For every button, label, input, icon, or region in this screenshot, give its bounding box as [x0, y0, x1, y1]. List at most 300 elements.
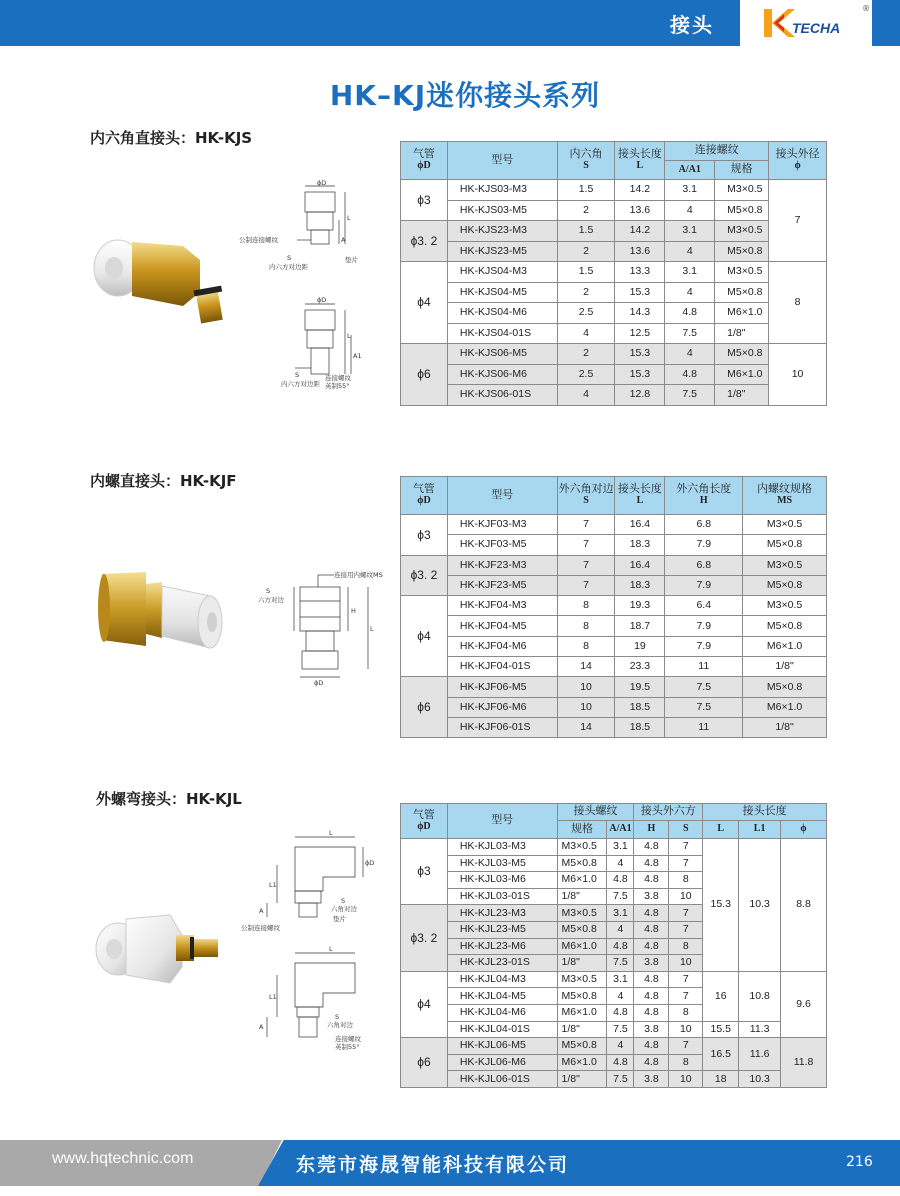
- outer-diameter-cell: 7: [769, 180, 827, 262]
- table-cell: 10: [669, 888, 703, 905]
- table-cell: M5×0.8: [557, 988, 607, 1005]
- table-cell: HK-KJL06-M5: [447, 1038, 557, 1055]
- footer: [0, 1140, 900, 1186]
- outer-diameter-cell: 8: [769, 262, 827, 344]
- table-cell: 4.8: [634, 1054, 669, 1071]
- table-cell: M3×0.5: [557, 905, 607, 922]
- table-cell: M3×0.5: [743, 515, 827, 535]
- table-row: [401, 636, 827, 656]
- table-cell: 7: [669, 988, 703, 1005]
- table-cell: 14.2: [615, 221, 665, 242]
- table-cell: 18.3: [615, 535, 665, 555]
- kjl-label-thread: 公制连接螺纹: [241, 924, 280, 932]
- table-cell: 3.8: [634, 1021, 669, 1038]
- table-row: [401, 535, 827, 555]
- table-cell: 8: [669, 1004, 703, 1021]
- table-cell: 1.5: [557, 262, 615, 283]
- table-cell: 3.1: [665, 221, 715, 242]
- table-cell: 23.3: [615, 657, 665, 677]
- table-cell: 1/8": [557, 1021, 607, 1038]
- table-cell: 4: [607, 921, 634, 938]
- kjs-dim-l: L: [347, 214, 351, 222]
- kjs-label-hex: 内六方对边距: [269, 263, 308, 271]
- table-cell: HK-KJS04-M5: [447, 282, 557, 303]
- table-cell: HK-KJL06-01S: [447, 1071, 557, 1088]
- table-cell: 18.5: [615, 717, 665, 737]
- kjs-head-thread: 连接螺纹: [665, 142, 769, 161]
- table-cell: M5×0.8: [715, 241, 769, 262]
- kjf-table-body: [401, 515, 827, 738]
- table-row: [401, 262, 827, 283]
- length-cell: 18: [703, 1071, 739, 1088]
- table-cell: 7.5: [607, 1071, 634, 1088]
- table-cell: 19: [615, 636, 665, 656]
- table-cell: 7.9: [665, 535, 743, 555]
- table-cell: HK-KJS06-M5: [447, 344, 557, 365]
- table-cell: 2.5: [557, 364, 615, 385]
- header-bar-end: [872, 0, 900, 46]
- table-row: [401, 616, 827, 636]
- kjf-head-d: 气管 ϕD: [401, 477, 448, 515]
- kjl-dim-a: A: [259, 907, 264, 915]
- table-cell: 4.8: [665, 303, 715, 324]
- kjs-product-photo: [88, 230, 238, 340]
- table-row: [401, 596, 827, 616]
- length-cell: 11.6: [739, 1038, 781, 1071]
- kjs-label-thread2: 连接螺纹: [325, 374, 351, 382]
- table-cell: 4.8: [607, 872, 634, 889]
- tube-diameter-cell: ϕ4: [401, 596, 448, 677]
- tube-diameter-cell: ϕ3. 2: [401, 555, 448, 596]
- table-cell: HK-KJF04-M3: [447, 596, 557, 616]
- table-cell: 2: [557, 241, 615, 262]
- kjf-dim-h: H: [351, 607, 356, 615]
- tube-diameter-cell: ϕ6: [401, 1038, 448, 1088]
- length-cell: 15.5: [703, 1021, 739, 1038]
- table-cell: 1/8": [715, 323, 769, 344]
- table-cell: M3×0.5: [715, 221, 769, 242]
- table-cell: M3×0.5: [557, 971, 607, 988]
- kjf-head-ms: 内螺纹规格 MS: [743, 477, 827, 515]
- kjf-head-model: 型号: [447, 477, 557, 515]
- kjl-head-thread: 接头螺纹: [557, 804, 634, 821]
- kjl-dim-l2: L: [329, 945, 333, 953]
- table-cell: 4.8: [634, 1038, 669, 1055]
- logo-wordmark: TECHA: [792, 20, 841, 36]
- table-cell: 8: [557, 636, 615, 656]
- table-cell: 2: [557, 200, 615, 221]
- table-cell: 4.8: [634, 1004, 669, 1021]
- table-cell: 4: [665, 241, 715, 262]
- table-cell: M5×0.8: [715, 344, 769, 365]
- kjf-product-photo: [92, 568, 242, 660]
- table-cell: HK-KJF23-M3: [447, 555, 557, 575]
- kjl-dim-l1-2: L1: [269, 993, 277, 1001]
- kjs-dim-d2: ϕD: [317, 296, 327, 304]
- table-cell: 7: [557, 555, 615, 575]
- kjs-dimension-diagram: [235, 180, 375, 400]
- table-cell: 1/8": [557, 955, 607, 972]
- table-cell: M3×0.5: [715, 180, 769, 201]
- table-cell: 7.5: [665, 677, 743, 697]
- table-cell: HK-KJF03-M5: [447, 535, 557, 555]
- table-row: [401, 575, 827, 595]
- table-cell: 15.3: [615, 344, 665, 365]
- kjs-dim-a: A: [341, 236, 346, 244]
- kjl-head-a: A/A1: [607, 821, 634, 839]
- kjl-label-thread2b: 英制55°: [335, 1043, 360, 1051]
- kjs-dim-l2: L: [347, 332, 351, 340]
- table-cell: HK-KJL23-M3: [447, 905, 557, 922]
- table-cell: 11: [665, 717, 743, 737]
- kjf-label-s: S: [266, 587, 271, 595]
- table-cell: M5×0.8: [557, 921, 607, 938]
- table-cell: M6×1.0: [715, 303, 769, 324]
- table-cell: 4: [665, 282, 715, 303]
- table-cell: HK-KJF03-M3: [447, 515, 557, 535]
- table-cell: 4.8: [634, 988, 669, 1005]
- kjl-product-photo: [90, 905, 240, 995]
- kjs-head-hex: 内六角 S: [557, 142, 615, 180]
- table-cell: 12.8: [615, 385, 665, 406]
- table-cell: 8: [669, 938, 703, 955]
- table-row: [401, 839, 827, 856]
- table-cell: HK-KJL06-M6: [447, 1054, 557, 1071]
- kjl-head-phi: ϕ: [781, 821, 827, 839]
- table-cell: 4.8: [634, 921, 669, 938]
- table-cell: 1/8": [743, 657, 827, 677]
- table-cell: 14: [557, 717, 615, 737]
- table-cell: 4.8: [607, 1054, 634, 1071]
- section-title-kjf: 内螺直接头：HK-KJF: [90, 472, 237, 490]
- table-row: [401, 1071, 827, 1088]
- kjs-head-model: 型号: [447, 142, 557, 180]
- kjs-table-body: [401, 180, 827, 406]
- table-row: [401, 323, 827, 344]
- kjf-label-ms: 连接用内螺纹MS: [334, 571, 383, 579]
- kjf-label-hex: 六方对边: [258, 596, 284, 604]
- table-row: [401, 221, 827, 242]
- table-cell: M3×0.5: [715, 262, 769, 283]
- table-cell: 4: [607, 988, 634, 1005]
- table-cell: HK-KJL23-M6: [447, 938, 557, 955]
- table-row: [401, 677, 827, 697]
- length-cell: 11.3: [739, 1021, 781, 1038]
- registered-mark: ®: [862, 4, 870, 13]
- kjl-spec-table: [400, 803, 827, 1088]
- tube-diameter-cell: ϕ3: [401, 515, 448, 556]
- table-row: [401, 697, 827, 717]
- outer-diameter-cell: 10: [769, 344, 827, 406]
- kjl-head-d: 气管 ϕD: [401, 804, 448, 839]
- length-cell: 15.3: [703, 839, 739, 972]
- table-cell: 12.5: [615, 323, 665, 344]
- tube-diameter-cell: ϕ4: [401, 262, 448, 344]
- table-cell: 7.5: [607, 1021, 634, 1038]
- table-cell: 15.3: [615, 282, 665, 303]
- page-number: 216: [846, 1154, 873, 1170]
- table-cell: HK-KJS04-01S: [447, 323, 557, 344]
- table-cell: HK-KJS03-M5: [447, 200, 557, 221]
- kjf-dim-l: L: [370, 625, 374, 633]
- table-cell: HK-KJS06-01S: [447, 385, 557, 406]
- table-cell: 10: [669, 955, 703, 972]
- table-cell: HK-KJF04-M6: [447, 636, 557, 656]
- table-cell: 4.8: [634, 839, 669, 856]
- table-cell: M6×1.0: [743, 636, 827, 656]
- table-cell: 7.5: [607, 955, 634, 972]
- kjs-dim-d: ϕD: [317, 180, 327, 187]
- table-cell: 7: [669, 839, 703, 856]
- table-cell: 3.8: [634, 1071, 669, 1088]
- kjl-label-s: S: [341, 897, 346, 905]
- brand-logo: [740, 0, 872, 46]
- page-title: HK–KJ迷你接头系列: [329, 79, 601, 112]
- table-cell: 3.8: [634, 888, 669, 905]
- table-cell: 8: [557, 616, 615, 636]
- kjs-label-s2: S: [295, 371, 300, 379]
- table-cell: HK-KJL04-M3: [447, 971, 557, 988]
- table-cell: 15.3: [615, 364, 665, 385]
- table-cell: 10: [669, 1021, 703, 1038]
- table-cell: 6.8: [665, 515, 743, 535]
- table-row: [401, 344, 827, 365]
- table-cell: 4: [557, 323, 615, 344]
- table-row: [401, 1038, 827, 1055]
- tube-diameter-cell: ϕ3. 2: [401, 905, 448, 971]
- table-cell: M6×1.0: [557, 872, 607, 889]
- kjl-head-l1: L1: [739, 821, 781, 839]
- table-cell: 7: [669, 971, 703, 988]
- kjf-head-hex: 外六角对边 S: [557, 477, 615, 515]
- table-cell: 6.8: [665, 555, 743, 575]
- kjl-head-spec: 规格: [557, 821, 607, 839]
- table-cell: 4.8: [634, 938, 669, 955]
- kjs-label-hex2: 内六方对边距: [281, 380, 320, 388]
- table-row: [401, 385, 827, 406]
- table-cell: 3.1: [607, 905, 634, 922]
- table-cell: M5×0.8: [743, 575, 827, 595]
- kjl-head-l: L: [703, 821, 739, 839]
- table-cell: 7: [669, 905, 703, 922]
- table-cell: M3×0.5: [743, 596, 827, 616]
- kjs-head-spec: 规格: [715, 161, 769, 180]
- tube-diameter-cell: ϕ6: [401, 344, 448, 406]
- table-cell: M6×1.0: [743, 697, 827, 717]
- table-cell: M3×0.5: [557, 839, 607, 856]
- table-row: [401, 303, 827, 324]
- section-title-kjs: 内六角直接头：HK-KJS: [90, 129, 253, 147]
- table-cell: 7: [669, 921, 703, 938]
- table-cell: HK-KJF06-M5: [447, 677, 557, 697]
- kjs-head-a: A/A1: [665, 161, 715, 180]
- kjs-head-d: 气管 ϕD: [401, 142, 448, 180]
- kjl-head-h: H: [634, 821, 669, 839]
- kjs-spec-table: [400, 141, 827, 406]
- length-cell: 10.3: [739, 1071, 781, 1088]
- table-cell: 4: [665, 200, 715, 221]
- table-cell: 1.5: [557, 180, 615, 201]
- tube-diameter-cell: ϕ3: [401, 839, 448, 905]
- kjl-dimension-diagram: [235, 825, 385, 1055]
- table-cell: 16.4: [615, 515, 665, 535]
- kjl-head-hex: 接头外六方: [634, 804, 703, 821]
- table-cell: 7.5: [607, 888, 634, 905]
- table-cell: 7.5: [665, 323, 715, 344]
- table-cell: 4.8: [634, 971, 669, 988]
- kjl-dim-d: ϕD: [365, 859, 375, 867]
- kjl-label-thread2: 连接螺纹: [335, 1035, 361, 1043]
- section-title-kjl: 外螺弯接头：HK-KJL: [96, 790, 242, 808]
- table-row: [401, 717, 827, 737]
- length-cell: 16: [703, 971, 739, 1021]
- kjl-table-body: [401, 839, 827, 1088]
- k-logo-icon: [762, 6, 796, 40]
- table-cell: 19.3: [615, 596, 665, 616]
- table-cell: 1.5: [557, 221, 615, 242]
- table-cell: 7: [557, 515, 615, 535]
- table-cell: HK-KJF23-M5: [447, 575, 557, 595]
- table-row: [401, 657, 827, 677]
- kjf-dimension-diagram: [250, 565, 390, 695]
- table-cell: 6.4: [665, 596, 743, 616]
- table-cell: 2.5: [557, 303, 615, 324]
- table-cell: 4.8: [607, 1004, 634, 1021]
- table-cell: M5×0.8: [557, 1038, 607, 1055]
- table-cell: M5×0.8: [715, 282, 769, 303]
- tube-diameter-cell: ϕ4: [401, 971, 448, 1037]
- length-cell: 9.6: [781, 971, 827, 1037]
- table-cell: 4.8: [634, 872, 669, 889]
- kjs-label-thread2b: 英制55°: [325, 382, 350, 390]
- tube-diameter-cell: ϕ6: [401, 677, 448, 738]
- table-cell: HK-KJL04-01S: [447, 1021, 557, 1038]
- kjf-head-hexlen: 外六角长度 H: [665, 477, 743, 515]
- table-row: [401, 364, 827, 385]
- footer-company: 东莞市海晟智能科技有限公司: [296, 1154, 570, 1176]
- table-cell: 13.3: [615, 262, 665, 283]
- kjl-head-model: 型号: [447, 804, 557, 839]
- length-cell: 10.8: [739, 971, 781, 1021]
- table-cell: HK-KJS03-M3: [447, 180, 557, 201]
- table-cell: HK-KJS06-M6: [447, 364, 557, 385]
- table-cell: 7.9: [665, 616, 743, 636]
- table-cell: M6×1.0: [557, 938, 607, 955]
- table-cell: 16.4: [615, 555, 665, 575]
- kjs-dim-a1: A1: [353, 352, 362, 360]
- kjs-label-s: S: [287, 254, 292, 262]
- table-cell: 11: [665, 657, 743, 677]
- table-cell: 3.8: [634, 955, 669, 972]
- table-cell: 1/8": [715, 385, 769, 406]
- table-cell: 1/8": [557, 888, 607, 905]
- table-cell: M3×0.5: [743, 555, 827, 575]
- kjs-label-washer: 垫片: [345, 256, 358, 264]
- table-cell: HK-KJL23-M5: [447, 921, 557, 938]
- table-row: [401, 180, 827, 201]
- table-cell: 4: [665, 344, 715, 365]
- table-cell: 7.5: [665, 697, 743, 717]
- table-cell: 14.3: [615, 303, 665, 324]
- table-cell: M5×0.8: [743, 616, 827, 636]
- kjl-label-hex2: 六角对边: [327, 1021, 353, 1029]
- table-cell: HK-KJL23-01S: [447, 955, 557, 972]
- header-category-tab: 接头: [645, 0, 739, 46]
- table-cell: HK-KJF06-M6: [447, 697, 557, 717]
- table-cell: 1/8": [743, 717, 827, 737]
- kjl-label-washer: 垫片: [333, 915, 346, 923]
- kjl-head-len: 接头长度: [703, 804, 827, 821]
- table-cell: 4.8: [634, 855, 669, 872]
- table-cell: HK-KJF06-01S: [447, 717, 557, 737]
- table-row: [401, 282, 827, 303]
- kjs-label-thread: 公制连接螺纹: [239, 236, 278, 244]
- kjs-head-od: 接头外径 ϕ: [769, 142, 827, 180]
- kjl-dim-a1: A: [259, 1023, 264, 1031]
- table-cell: M5×0.8: [715, 200, 769, 221]
- length-cell: 10.3: [739, 839, 781, 972]
- kjf-dim-d: ϕD: [314, 679, 324, 687]
- table-cell: M5×0.8: [557, 855, 607, 872]
- table-cell: 3.1: [607, 971, 634, 988]
- table-cell: 7: [557, 575, 615, 595]
- table-row: [401, 241, 827, 262]
- table-cell: M5×0.8: [743, 677, 827, 697]
- kjl-label-hex: 六角对边: [331, 905, 357, 913]
- kjs-head-len: 接头长度 L: [615, 142, 665, 180]
- kjl-dim-l1: L1: [269, 881, 277, 889]
- table-cell: HK-KJS04-M6: [447, 303, 557, 324]
- table-cell: 19.5: [615, 677, 665, 697]
- table-cell: HK-KJL03-M3: [447, 839, 557, 856]
- table-cell: 7.9: [665, 636, 743, 656]
- table-cell: 4.8: [634, 905, 669, 922]
- table-cell: M6×1.0: [557, 1054, 607, 1071]
- table-cell: 3.1: [665, 180, 715, 201]
- table-cell: M5×0.8: [743, 535, 827, 555]
- tube-diameter-cell: ϕ3: [401, 180, 448, 221]
- table-cell: HK-KJS23-M3: [447, 221, 557, 242]
- table-cell: HK-KJF04-01S: [447, 657, 557, 677]
- length-cell: 8.8: [781, 839, 827, 972]
- table-cell: HK-KJL04-M6: [447, 1004, 557, 1021]
- table-cell: HK-KJS23-M5: [447, 241, 557, 262]
- kjl-dim-l: L: [329, 829, 333, 837]
- kjf-head-len: 接头长度 L: [615, 477, 665, 515]
- table-row: [401, 515, 827, 535]
- table-cell: 2: [557, 282, 615, 303]
- table-cell: 10: [669, 1071, 703, 1088]
- table-cell: 10: [557, 697, 615, 717]
- table-cell: 7: [557, 535, 615, 555]
- table-cell: 7: [669, 855, 703, 872]
- kjl-head-s: S: [669, 821, 703, 839]
- table-cell: 8: [669, 1054, 703, 1071]
- table-cell: 7.5: [665, 385, 715, 406]
- table-cell: 1/8": [557, 1071, 607, 1088]
- table-cell: 4: [557, 385, 615, 406]
- kjf-spec-table: [400, 476, 827, 738]
- footer-url: www.hqtechnic.com: [52, 1150, 194, 1167]
- table-cell: 13.6: [615, 241, 665, 262]
- table-cell: 18.7: [615, 616, 665, 636]
- table-cell: 8: [557, 596, 615, 616]
- table-cell: HK-KJF04-M5: [447, 616, 557, 636]
- table-cell: HK-KJL04-M5: [447, 988, 557, 1005]
- length-cell: 16.5: [703, 1038, 739, 1071]
- table-cell: 8: [669, 872, 703, 889]
- table-cell: 7.9: [665, 575, 743, 595]
